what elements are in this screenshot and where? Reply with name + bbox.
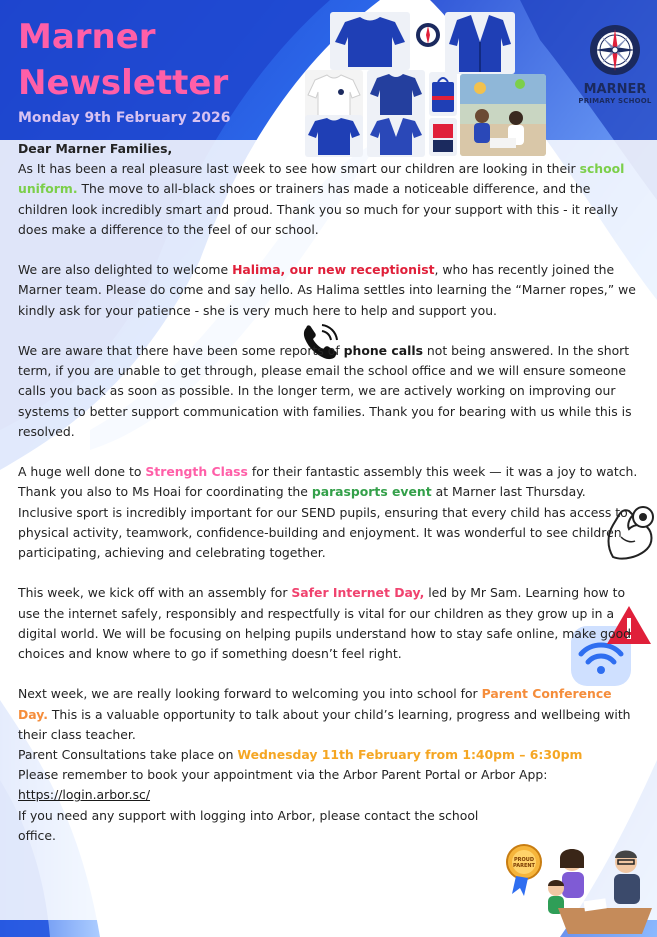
receptionist-highlight: Halima, our new receptionist xyxy=(232,262,435,278)
p3-text-a: We are aware that there have been some reports of xyxy=(18,343,344,358)
newsletter-title xyxy=(18,14,228,106)
school-uniform-highlight: school uniform. xyxy=(18,161,625,197)
paragraph-uniform xyxy=(18,159,643,240)
parent-teacher-meeting-icon xyxy=(502,838,657,937)
p5-text-b: led by Mr Sam. Learning how to use the internet safely, responsibly and respectfully is vital for our children as they grow up in a digital world. We will be focusing on helping pupils understand how to stay safe online, make good choices and know where to go if something doesn’t feel right. xyxy=(18,585,632,662)
paragraph-receptionist xyxy=(18,260,643,321)
arbor-login-link[interactable]: https://login.arbor.sc/ xyxy=(18,787,151,803)
school-logo xyxy=(577,24,653,105)
logo-name: MARNER xyxy=(583,82,647,97)
paragraph-phone-calls xyxy=(18,341,643,442)
p2-text-b: , who has recently joined the Marner team. Please do come and say hello. As Halima settles into learning the “Marner ropes,” we kindly ask for your patience - she is very much here to help and support you. xyxy=(18,262,636,318)
p4-text-a: A huge well done to xyxy=(18,464,146,480)
uniform-photo-collage xyxy=(305,12,547,157)
paragraph-safer-internet xyxy=(18,583,643,664)
p4-text-b: for their fantastic assembly this week — it was a joy to watch. Thank you also to Ms Hoai for coordinating the xyxy=(18,464,638,500)
title-line-2: Newsletter xyxy=(18,63,229,103)
logo-subtitle: PRIMARY SCHOOL xyxy=(578,97,652,105)
parent-conference-highlight: Parent Conference Day. xyxy=(18,686,612,722)
p7-text-a: Parent Consultations take place on xyxy=(18,747,238,763)
paragraph-strength-class xyxy=(18,462,643,563)
p2-text-a: We are also delighted to welcome xyxy=(18,262,233,278)
book-bag-photo xyxy=(429,72,457,116)
paragraph-parent-conference xyxy=(18,684,643,745)
arbor-link-line xyxy=(18,785,643,805)
school-badge-photo xyxy=(413,20,443,50)
consultation-date-highlight: Wednesday 11th February from 1:40pm – 6:30pm xyxy=(237,747,583,763)
blue-jumper-photo xyxy=(330,12,410,70)
safer-internet-highlight: Safer Internet Day, xyxy=(291,585,425,601)
paragraph-arbor-support: If you need any support with logging into Arbor, please contact the school office. xyxy=(18,807,479,843)
newsletter-date: Monday 9th February 2026 xyxy=(18,110,231,126)
title-line-1: Marner xyxy=(18,17,156,57)
p4-text-c: at Marner last Thursday. Inclusive sport is incredibly important for our SEND pupils, ensuring that every child has access to physical activity, teamwork, confidence-building and enjoyment. It was wonderful to see children participating, achieving and celebrating together. xyxy=(18,484,628,561)
p3-text-b: not being answered. In the short term, if you are unable to get through, please email the school office and we will ensure someone calls you back as soon as possible. In the longer term, we are actively working on improving our systems to better support communication with families. Thank you for bearing with us while this is resolved. xyxy=(18,343,632,439)
paragraph-booking: Please remember to book your appointment via the Arbor Parent Portal or Arbor App: xyxy=(18,767,548,783)
paragraph-consultations xyxy=(18,745,643,765)
phone-calls-highlight: phone calls xyxy=(343,343,423,358)
parasports-highlight: parasports event xyxy=(311,484,432,500)
p6-text-a: Next week, we are really looking forward to welcoming you into school for xyxy=(18,686,482,702)
strength-class-highlight: Strength Class xyxy=(145,464,248,480)
newsletter-body xyxy=(18,139,643,846)
p1-text-b: The move to all-black shoes or trainers has made a noticeable difference, and the children look incredibly smart and proud. Thank you so much for your support with this - it really does make a difference to the feel of our school. xyxy=(18,181,619,237)
greeting: Dear Marner Families, xyxy=(18,141,173,156)
compass-logo-icon xyxy=(589,24,641,76)
p6-text-b: This is a valuable opportunity to talk about your child’s learning, progress and wellbeing with their class teacher. xyxy=(18,706,631,742)
p5-text-a: This week, we kick off with an assembly for xyxy=(18,585,292,601)
proud-parent-badge-text-2: PARENT xyxy=(513,863,535,869)
navy-jumper-photo xyxy=(367,70,425,120)
blue-cardigan-photo xyxy=(445,12,515,74)
proud-parent-badge-text: PROUD xyxy=(514,857,534,863)
p1-text-a: As It has been a real pleasure last week to see how smart our children are looking in their xyxy=(18,161,580,177)
